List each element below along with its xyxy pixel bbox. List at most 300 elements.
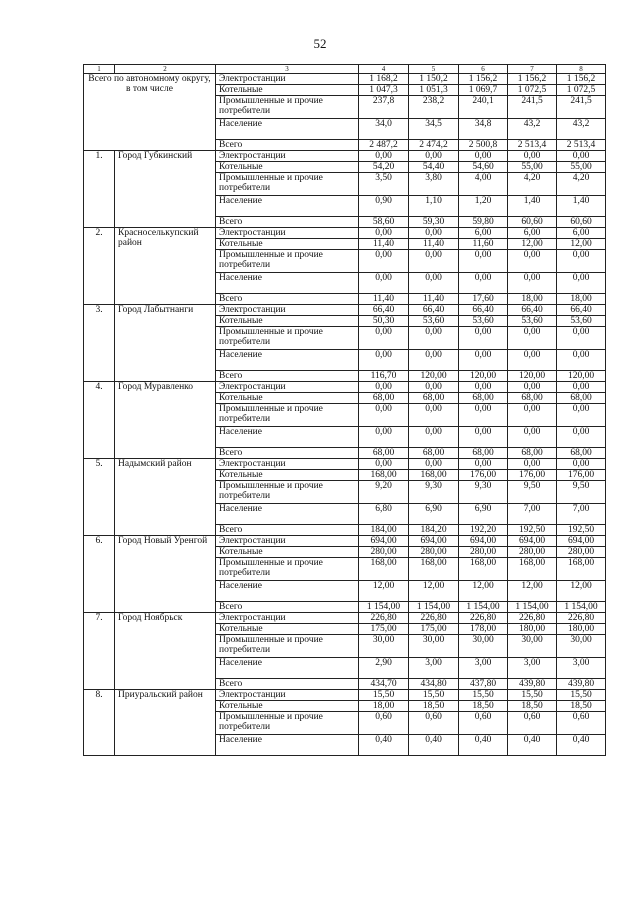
value-cell: 120,00 <box>557 371 606 382</box>
table-row <box>84 536 606 547</box>
value-cell: 1 154,00 <box>557 602 606 613</box>
value-cell: 12,00 <box>459 581 508 602</box>
value-cell: 168,00 <box>557 558 606 581</box>
consumer-cell: Всего <box>216 525 359 536</box>
value-cell: 66,40 <box>508 305 557 316</box>
value-cell: 9,50 <box>508 481 557 504</box>
value-cell: 34,0 <box>359 119 409 140</box>
consumer-cell: Промышленные и прочие потребители <box>216 558 359 581</box>
value-cell: 0,60 <box>508 712 557 735</box>
consumer-cell: Промышленные и прочие потребители <box>216 327 359 350</box>
value-cell: 226,80 <box>359 613 409 624</box>
value-cell: 30,00 <box>359 635 409 658</box>
value-cell: 280,00 <box>508 547 557 558</box>
value-cell: 60,60 <box>557 217 606 228</box>
value-cell: 15,50 <box>459 690 508 701</box>
value-cell: 280,00 <box>459 547 508 558</box>
consumer-cell: Население <box>216 427 359 448</box>
group-title: Город Новый Уренгой <box>115 536 216 613</box>
consumer-cell: Электростанции <box>216 382 359 393</box>
consumer-cell: Котельные <box>216 470 359 481</box>
value-cell: 168,00 <box>459 558 508 581</box>
consumer-cell: Всего <box>216 602 359 613</box>
group-index: 6. <box>84 536 115 613</box>
value-cell: 0,00 <box>459 350 508 371</box>
value-cell: 59,80 <box>459 217 508 228</box>
consumer-cell: Котельные <box>216 85 359 96</box>
consumer-cell: Всего <box>216 294 359 305</box>
value-cell: 280,00 <box>359 547 409 558</box>
value-cell: 184,00 <box>359 525 409 536</box>
value-cell: 30,00 <box>557 635 606 658</box>
value-cell: 0,00 <box>508 427 557 448</box>
value-cell: 2 500,8 <box>459 140 508 151</box>
value-cell: 53,60 <box>508 316 557 327</box>
value-cell: 3,80 <box>409 173 459 196</box>
value-cell: 0,00 <box>557 404 606 427</box>
value-cell: 15,50 <box>508 690 557 701</box>
value-cell: 168,00 <box>508 558 557 581</box>
group-title: Надымский район <box>115 459 216 536</box>
consumer-cell: Электростанции <box>216 613 359 624</box>
value-cell: 192,50 <box>557 525 606 536</box>
header-row <box>84 65 606 74</box>
value-cell: 226,80 <box>409 613 459 624</box>
value-cell: 12,00 <box>508 239 557 250</box>
value-cell: 0,00 <box>359 250 409 273</box>
consumer-cell: Котельные <box>216 316 359 327</box>
value-cell: 0,00 <box>359 404 409 427</box>
value-cell: 66,40 <box>359 305 409 316</box>
value-cell: 1,40 <box>508 196 557 217</box>
value-cell: 68,00 <box>409 393 459 404</box>
value-cell: 11,40 <box>409 239 459 250</box>
value-cell: 9,30 <box>459 481 508 504</box>
consumer-cell: Котельные <box>216 162 359 173</box>
value-cell: 184,20 <box>409 525 459 536</box>
consumer-cell: Котельные <box>216 239 359 250</box>
value-cell: 226,80 <box>557 613 606 624</box>
consumer-cell: Промышленные и прочие потребители <box>216 712 359 735</box>
value-cell: 0,00 <box>359 151 409 162</box>
value-cell: 18,50 <box>508 701 557 712</box>
consumer-cell: Всего <box>216 140 359 151</box>
value-cell: 0,00 <box>459 404 508 427</box>
value-cell: 176,00 <box>459 470 508 481</box>
value-cell: 30,00 <box>459 635 508 658</box>
value-cell: 2 487,2 <box>359 140 409 151</box>
group-title: Всего по автономному округу, в том числе <box>84 74 216 151</box>
value-cell: 3,00 <box>459 658 508 679</box>
value-cell: 0,00 <box>359 459 409 470</box>
value-cell: 50,30 <box>359 316 409 327</box>
value-cell: 176,00 <box>508 470 557 481</box>
value-cell: 66,40 <box>459 305 508 316</box>
value-cell: 0,00 <box>409 327 459 350</box>
value-cell: 54,20 <box>359 162 409 173</box>
value-cell: 0,00 <box>557 250 606 273</box>
value-cell: 0,00 <box>508 404 557 427</box>
value-cell: 66,40 <box>557 305 606 316</box>
value-cell: 120,00 <box>508 371 557 382</box>
value-cell: 30,00 <box>409 635 459 658</box>
value-cell: 15,50 <box>359 690 409 701</box>
value-cell: 280,00 <box>409 547 459 558</box>
value-cell: 1 069,7 <box>459 85 508 96</box>
value-cell: 175,00 <box>409 624 459 635</box>
value-cell: 0,00 <box>557 382 606 393</box>
value-cell: 68,00 <box>359 393 409 404</box>
value-cell: 4,20 <box>557 173 606 196</box>
value-cell: 1 154,00 <box>359 602 409 613</box>
group-title: Город Губкинский <box>115 151 216 228</box>
value-cell: 0,00 <box>557 151 606 162</box>
value-cell: 1 154,00 <box>508 602 557 613</box>
group-index: 4. <box>84 382 115 459</box>
value-cell: 240,1 <box>459 96 508 119</box>
value-cell: 68,00 <box>557 448 606 459</box>
consumer-cell: Электростанции <box>216 536 359 547</box>
value-cell: 68,00 <box>359 448 409 459</box>
value-cell: 17,60 <box>459 294 508 305</box>
value-cell: 43,2 <box>557 119 606 140</box>
value-cell: 3,00 <box>557 658 606 679</box>
value-cell: 0,00 <box>459 459 508 470</box>
value-cell: 0,00 <box>459 382 508 393</box>
value-cell: 15,50 <box>409 690 459 701</box>
value-cell: 18,00 <box>508 294 557 305</box>
value-cell: 55,00 <box>557 162 606 173</box>
value-cell: 0,00 <box>359 273 409 294</box>
value-cell: 43,2 <box>508 119 557 140</box>
value-cell: 439,80 <box>508 679 557 690</box>
table-row <box>84 228 606 239</box>
value-cell: 18,50 <box>459 701 508 712</box>
consumer-cell: Население <box>216 581 359 602</box>
value-cell: 11,40 <box>409 294 459 305</box>
group-title: Город Муравленко <box>115 382 216 459</box>
value-cell: 0,40 <box>459 735 508 756</box>
consumer-cell: Население <box>216 196 359 217</box>
value-cell: 18,00 <box>557 294 606 305</box>
consumer-cell: Электростанции <box>216 305 359 316</box>
consumer-cell: Промышленные и прочие потребители <box>216 173 359 196</box>
value-cell: 0,00 <box>459 151 508 162</box>
value-cell: 178,00 <box>459 624 508 635</box>
value-cell: 0,60 <box>409 712 459 735</box>
value-cell: 12,00 <box>409 581 459 602</box>
value-cell: 1 150,2 <box>409 74 459 85</box>
consumer-cell: Котельные <box>216 701 359 712</box>
value-cell: 168,00 <box>359 558 409 581</box>
value-cell: 1 156,2 <box>557 74 606 85</box>
value-cell: 1,40 <box>557 196 606 217</box>
value-cell: 238,2 <box>409 96 459 119</box>
value-cell: 68,00 <box>459 393 508 404</box>
value-cell: 168,00 <box>359 470 409 481</box>
value-cell: 0,00 <box>359 382 409 393</box>
consumer-cell: Котельные <box>216 393 359 404</box>
value-cell: 0,90 <box>359 196 409 217</box>
value-cell: 1 072,5 <box>557 85 606 96</box>
group-index: 5. <box>84 459 115 536</box>
value-cell: 1 168,2 <box>359 74 409 85</box>
value-cell: 30,00 <box>508 635 557 658</box>
value-cell: 6,90 <box>409 504 459 525</box>
value-cell: 0,00 <box>409 382 459 393</box>
value-cell: 1 154,00 <box>459 602 508 613</box>
group-index: 8. <box>84 690 115 756</box>
table-row <box>84 690 606 701</box>
value-cell: 1 047,3 <box>359 85 409 96</box>
header-cell: 1 <box>84 65 115 74</box>
value-cell: 237,8 <box>359 96 409 119</box>
consumer-cell: Промышленные и прочие потребители <box>216 404 359 427</box>
consumer-cell: Всего <box>216 679 359 690</box>
value-cell: 180,00 <box>557 624 606 635</box>
value-cell: 226,80 <box>508 613 557 624</box>
value-cell: 11,60 <box>459 239 508 250</box>
value-cell: 694,00 <box>459 536 508 547</box>
value-cell: 116,70 <box>359 371 409 382</box>
consumer-cell: Всего <box>216 448 359 459</box>
value-cell: 0,00 <box>359 427 409 448</box>
value-cell: 0,00 <box>557 427 606 448</box>
group-index: 3. <box>84 305 115 382</box>
header-cell: 2 <box>115 65 216 74</box>
value-cell: 1,10 <box>409 196 459 217</box>
value-cell: 0,00 <box>508 273 557 294</box>
value-cell: 6,00 <box>459 228 508 239</box>
value-cell: 18,50 <box>557 701 606 712</box>
value-cell: 53,60 <box>557 316 606 327</box>
value-cell: 0,00 <box>557 273 606 294</box>
consumer-cell: Электростанции <box>216 74 359 85</box>
value-cell: 226,80 <box>459 613 508 624</box>
value-cell: 4,00 <box>459 173 508 196</box>
header-cell: 4 <box>359 65 409 74</box>
value-cell: 0,00 <box>508 459 557 470</box>
consumer-cell: Население <box>216 119 359 140</box>
value-cell: 11,40 <box>359 239 409 250</box>
value-cell: 34,5 <box>409 119 459 140</box>
table-row <box>84 74 606 85</box>
value-cell: 241,5 <box>508 96 557 119</box>
value-cell: 437,80 <box>459 679 508 690</box>
value-cell: 12,00 <box>557 581 606 602</box>
value-cell: 3,00 <box>508 658 557 679</box>
value-cell: 0,00 <box>409 459 459 470</box>
value-cell: 0,00 <box>409 350 459 371</box>
value-cell: 3,50 <box>359 173 409 196</box>
consumer-cell: Котельные <box>216 547 359 558</box>
value-cell: 12,00 <box>557 239 606 250</box>
value-cell: 0,00 <box>359 350 409 371</box>
header-cell: 3 <box>216 65 359 74</box>
header-cell: 6 <box>459 65 508 74</box>
group-index: 1. <box>84 151 115 228</box>
value-cell: 15,50 <box>557 690 606 701</box>
value-cell: 7,00 <box>557 504 606 525</box>
value-cell: 0,40 <box>557 735 606 756</box>
value-cell: 54,40 <box>409 162 459 173</box>
value-cell: 53,60 <box>409 316 459 327</box>
consumer-cell: Население <box>216 273 359 294</box>
value-cell: 0,00 <box>459 327 508 350</box>
value-cell: 53,60 <box>459 316 508 327</box>
consumer-cell: Население <box>216 350 359 371</box>
table-row <box>84 613 606 624</box>
value-cell: 4,20 <box>508 173 557 196</box>
value-cell: 68,00 <box>409 448 459 459</box>
table-row <box>84 305 606 316</box>
value-cell: 2,90 <box>359 658 409 679</box>
group-index: 2. <box>84 228 115 305</box>
value-cell: 2 513,4 <box>557 140 606 151</box>
value-cell: 694,00 <box>557 536 606 547</box>
value-cell: 0,40 <box>508 735 557 756</box>
value-cell: 0,60 <box>459 712 508 735</box>
value-cell: 0,00 <box>508 250 557 273</box>
value-cell: 0,00 <box>409 228 459 239</box>
group-title: Красноселькупский район <box>115 228 216 305</box>
value-cell: 0,60 <box>359 712 409 735</box>
value-cell: 58,60 <box>359 217 409 228</box>
value-cell: 6,80 <box>359 504 409 525</box>
value-cell: 0,00 <box>409 427 459 448</box>
value-cell: 0,00 <box>409 273 459 294</box>
value-cell: 54,60 <box>459 162 508 173</box>
group-index: 7. <box>84 613 115 690</box>
consumer-cell: Электростанции <box>216 228 359 239</box>
table-row <box>84 151 606 162</box>
table-row <box>84 382 606 393</box>
consumer-cell: Население <box>216 658 359 679</box>
value-cell: 176,00 <box>557 470 606 481</box>
header-cell: 8 <box>557 65 606 74</box>
value-cell: 7,00 <box>508 504 557 525</box>
value-cell: 60,60 <box>508 217 557 228</box>
value-cell: 9,20 <box>359 481 409 504</box>
value-cell: 0,00 <box>557 459 606 470</box>
value-cell: 434,70 <box>359 679 409 690</box>
value-cell: 192,50 <box>508 525 557 536</box>
consumer-cell: Промышленные и прочие потребители <box>216 481 359 504</box>
value-cell: 439,80 <box>557 679 606 690</box>
value-cell: 1 156,2 <box>459 74 508 85</box>
value-cell: 68,00 <box>508 393 557 404</box>
value-cell: 34,8 <box>459 119 508 140</box>
value-cell: 1 154,00 <box>409 602 459 613</box>
group-title: Город Ноябрьск <box>115 613 216 690</box>
value-cell: 68,00 <box>508 448 557 459</box>
value-cell: 2 513,4 <box>508 140 557 151</box>
value-cell: 0,00 <box>409 151 459 162</box>
value-cell: 59,30 <box>409 217 459 228</box>
consumer-cell: Промышленные и прочие потребители <box>216 635 359 658</box>
value-cell: 68,00 <box>459 448 508 459</box>
table-row <box>84 459 606 470</box>
consumer-cell: Всего <box>216 371 359 382</box>
value-cell: 0,00 <box>557 327 606 350</box>
value-cell: 1 156,2 <box>508 74 557 85</box>
value-cell: 0,40 <box>409 735 459 756</box>
value-cell: 1 051,3 <box>409 85 459 96</box>
value-cell: 694,00 <box>409 536 459 547</box>
consumer-cell: Всего <box>216 217 359 228</box>
value-cell: 192,20 <box>459 525 508 536</box>
value-cell: 175,00 <box>359 624 409 635</box>
value-cell: 18,50 <box>409 701 459 712</box>
value-cell: 168,00 <box>409 470 459 481</box>
value-cell: 0,00 <box>508 382 557 393</box>
value-cell: 120,00 <box>459 371 508 382</box>
page-number: 52 <box>313 36 327 51</box>
header-cell: 7 <box>508 65 557 74</box>
group-title: Приуральский район <box>115 690 216 756</box>
value-cell: 120,00 <box>409 371 459 382</box>
value-cell: 0,00 <box>459 250 508 273</box>
value-cell: 1 072,5 <box>508 85 557 96</box>
value-cell: 9,30 <box>409 481 459 504</box>
value-cell: 0,00 <box>459 273 508 294</box>
value-cell: 11,40 <box>359 294 409 305</box>
value-cell: 6,00 <box>508 228 557 239</box>
value-cell: 0,00 <box>359 327 409 350</box>
value-cell: 9,50 <box>557 481 606 504</box>
consumer-cell: Электростанции <box>216 690 359 701</box>
header-cell: 5 <box>409 65 459 74</box>
value-cell: 0,60 <box>557 712 606 735</box>
consumer-cell: Котельные <box>216 624 359 635</box>
consumer-cell: Электростанции <box>216 459 359 470</box>
value-cell: 694,00 <box>359 536 409 547</box>
value-cell: 68,00 <box>557 393 606 404</box>
value-cell: 280,00 <box>557 547 606 558</box>
group-title: Город Лабытнанги <box>115 305 216 382</box>
value-cell: 55,00 <box>508 162 557 173</box>
value-cell: 18,00 <box>359 701 409 712</box>
value-cell: 6,00 <box>557 228 606 239</box>
value-cell: 0,00 <box>508 151 557 162</box>
value-cell: 0,00 <box>508 327 557 350</box>
value-cell: 0,00 <box>459 427 508 448</box>
value-cell: 241,5 <box>557 96 606 119</box>
value-cell: 12,00 <box>508 581 557 602</box>
table-body <box>84 65 606 756</box>
value-cell: 0,00 <box>508 350 557 371</box>
consumer-cell: Промышленные и прочие потребители <box>216 250 359 273</box>
value-cell: 1,20 <box>459 196 508 217</box>
value-cell: 66,40 <box>409 305 459 316</box>
value-cell: 434,80 <box>409 679 459 690</box>
value-cell: 694,00 <box>508 536 557 547</box>
value-cell: 0,00 <box>409 404 459 427</box>
consumer-cell: Электростанции <box>216 151 359 162</box>
value-cell: 180,00 <box>508 624 557 635</box>
value-cell: 168,00 <box>409 558 459 581</box>
data-table <box>83 64 606 756</box>
consumer-cell: Население <box>216 504 359 525</box>
value-cell: 12,00 <box>359 581 409 602</box>
value-cell: 3,00 <box>409 658 459 679</box>
value-cell: 2 474,2 <box>409 140 459 151</box>
value-cell: 0,00 <box>409 250 459 273</box>
value-cell: 0,40 <box>359 735 409 756</box>
consumer-cell: Население <box>216 735 359 756</box>
value-cell: 6,90 <box>459 504 508 525</box>
value-cell: 0,00 <box>557 350 606 371</box>
